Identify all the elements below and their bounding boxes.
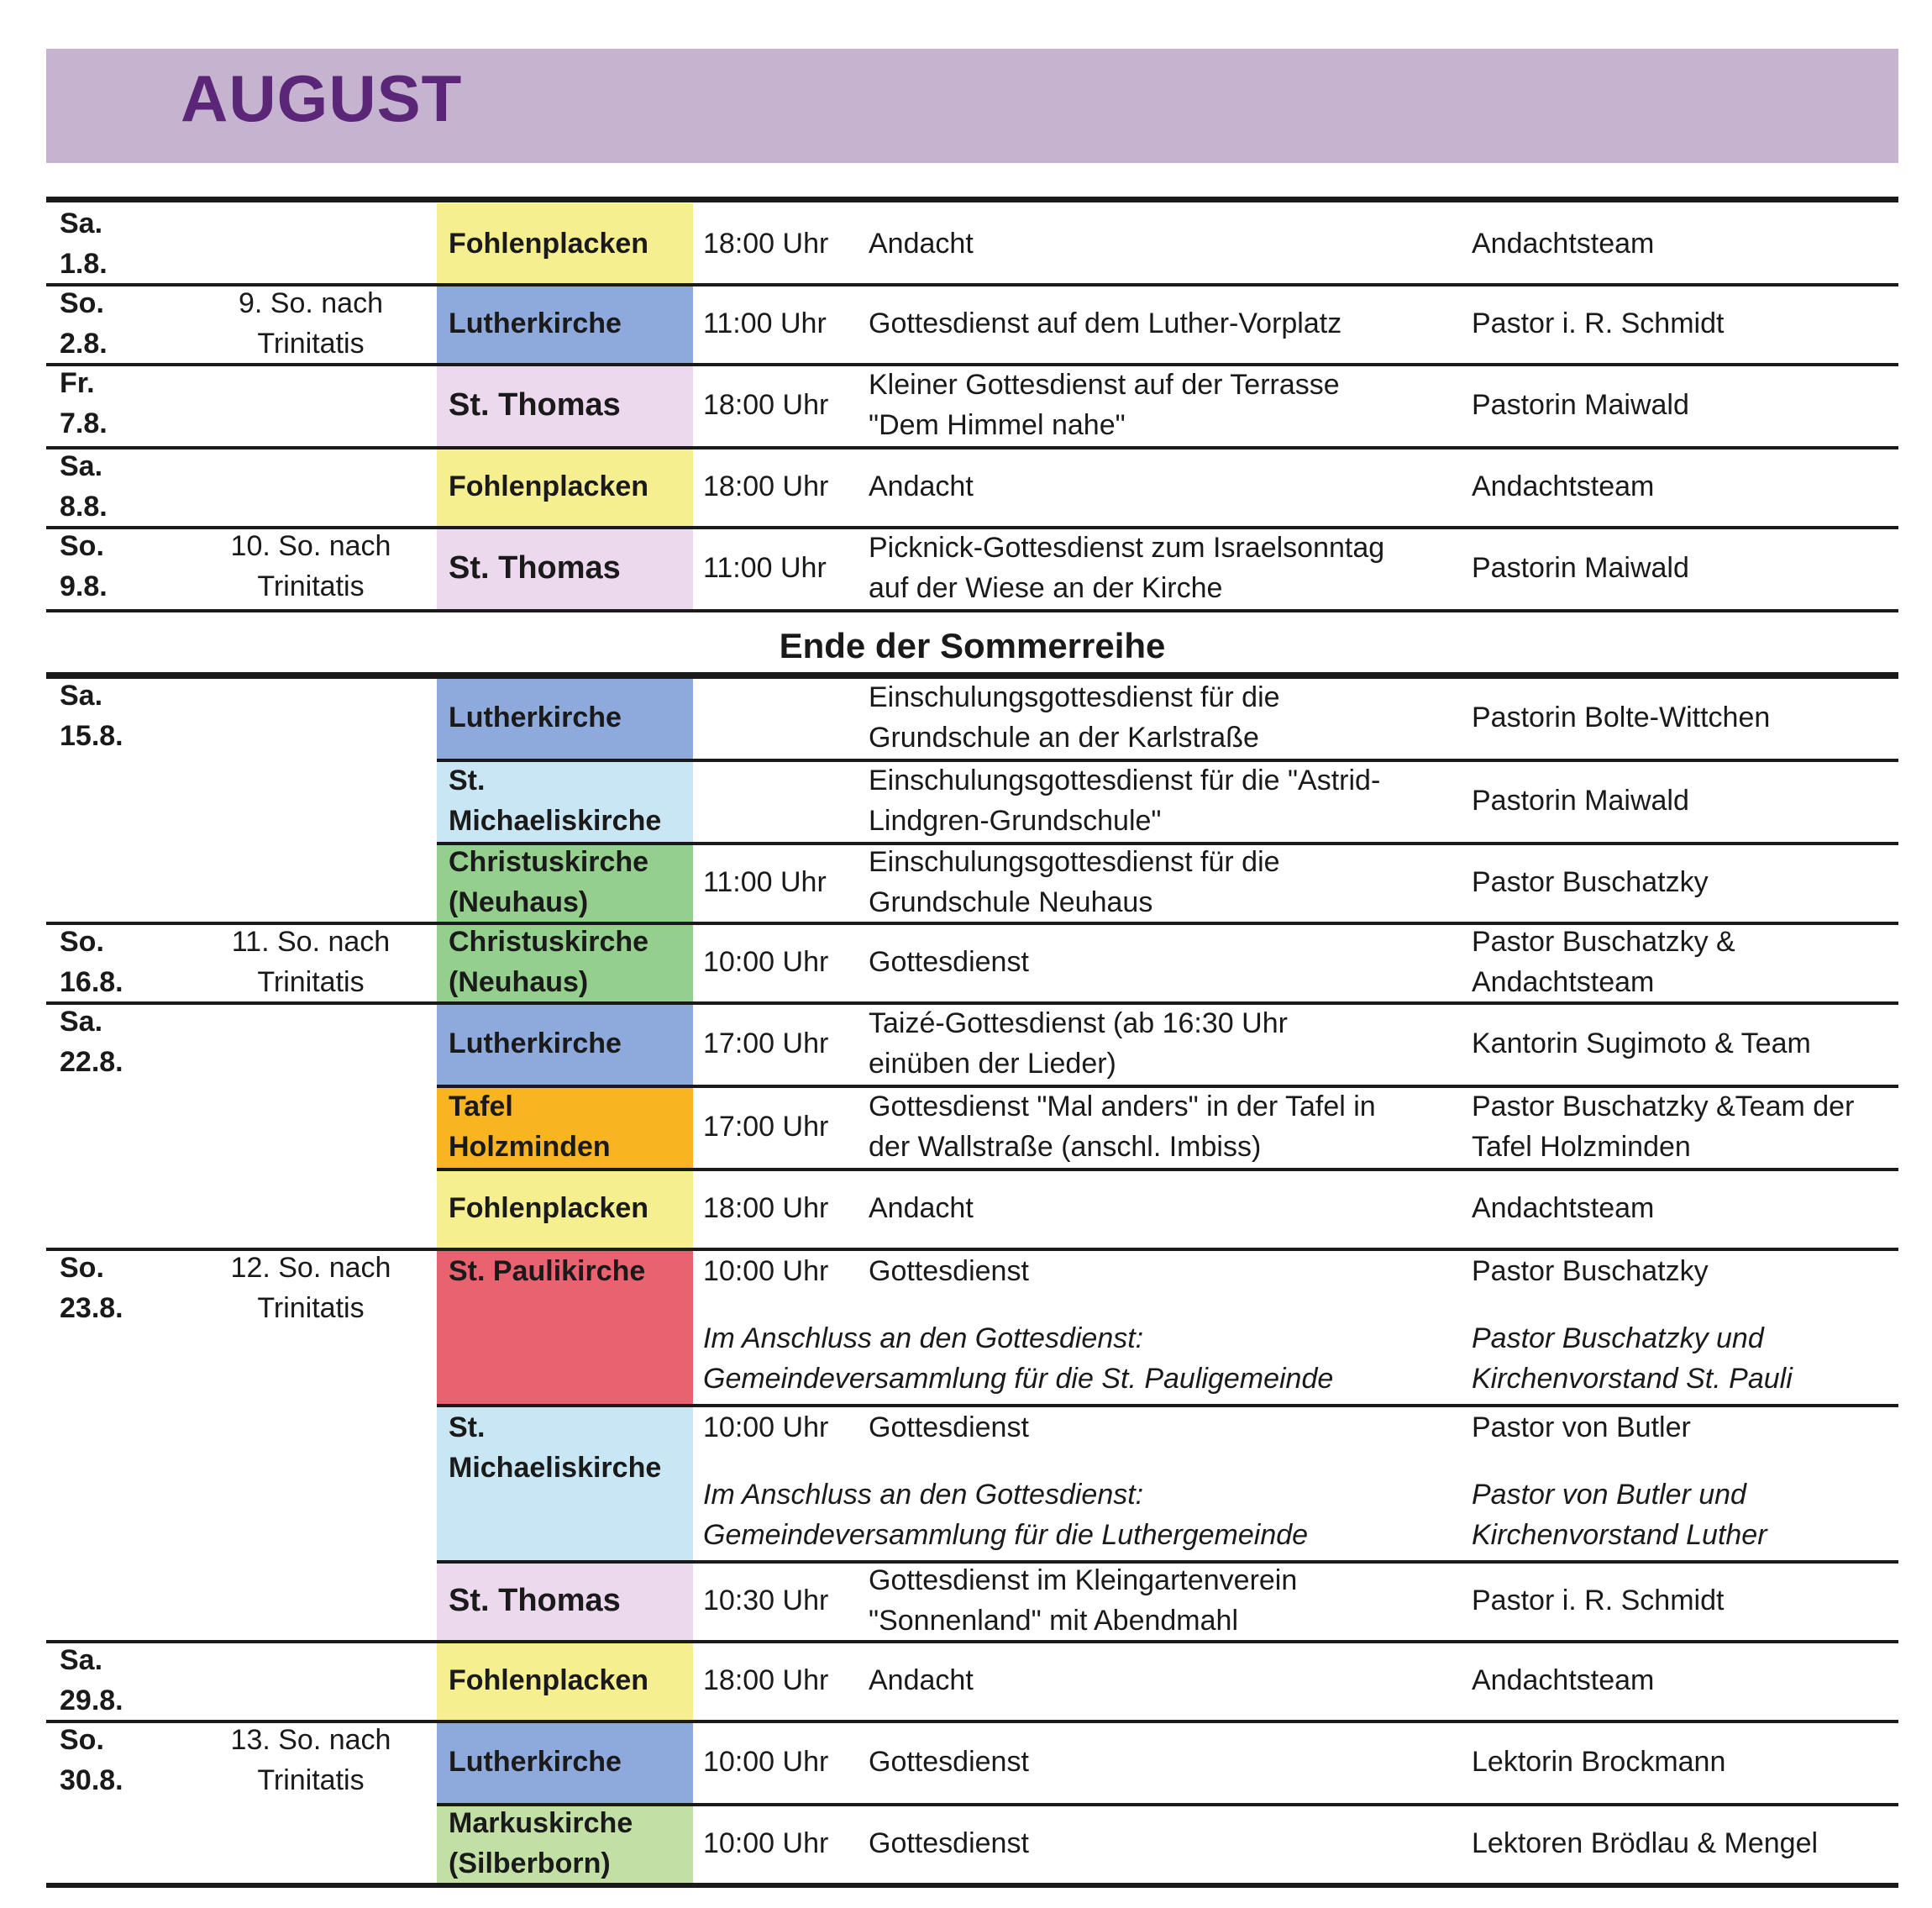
feast-cell [185, 203, 437, 283]
leader-line: Pastor Buschatzky & [1472, 925, 1735, 958]
leader-cell [1462, 759, 1898, 842]
event-cell [858, 1640, 1462, 1720]
church-cell [437, 1640, 693, 1720]
row-rule [46, 283, 1898, 286]
day-abbrev: Sa. [60, 1006, 103, 1038]
date-label: 1.8. [60, 248, 108, 280]
leader-name: Pastor i. R. Schmidt [1472, 1584, 1725, 1616]
church-name: St. Thomas [449, 386, 621, 423]
leader-cell [1462, 1085, 1898, 1168]
church-name: Lutherkirche [449, 307, 622, 339]
church-cell [437, 526, 693, 609]
time-cell: 17:00 Uhr [703, 1110, 829, 1143]
church-cell [437, 1085, 693, 1168]
feast-cell [185, 526, 437, 609]
date-label: 16.8. [60, 966, 123, 998]
followup-note [693, 1404, 1462, 1560]
row-rule [46, 526, 1898, 529]
event-cell [858, 759, 1462, 842]
date-cell [46, 1640, 185, 1720]
row-rule [46, 1640, 1898, 1643]
day-abbrev: Sa. [60, 1644, 103, 1676]
church-name: St. Thomas [449, 549, 621, 586]
church-name: St. Paulikirche [449, 1255, 646, 1287]
time-cell: 18:00 Uhr [703, 1191, 829, 1224]
leader-line: Tafel Holzminden [1472, 1130, 1691, 1163]
event-cell [858, 203, 1462, 283]
feast-cell [185, 363, 437, 446]
date-label: 8.8. [60, 491, 108, 523]
note-line: Gemeindeversammlung für die St. Pauligemeinde [703, 1363, 1334, 1395]
time-cell: 18:00 Uhr [703, 1664, 829, 1696]
row-rule [46, 1720, 1898, 1723]
leader-name: Pastor Buschatzky [1472, 1255, 1709, 1287]
row-rule [437, 1803, 1898, 1806]
event-line: Einschulungsgottesdienst für die [869, 681, 1280, 713]
church-name-line: Michaeliskirche [449, 804, 662, 837]
leader-name: Andachtsteam [1472, 1664, 1655, 1696]
church-name: Fohlenplacken [449, 227, 649, 260]
event-title [869, 1003, 1288, 1084]
church-name [449, 842, 648, 922]
church-name [449, 922, 648, 1001]
leader-name: Pastor i. R. Schmidt [1472, 307, 1725, 339]
time-cell: 11:00 Uhr [703, 865, 827, 898]
feast-cell [185, 675, 437, 922]
leader-name: Andachtsteam [1472, 470, 1655, 502]
note-line: Pastor von Butler und [1472, 1479, 1746, 1511]
church-name [449, 760, 661, 841]
date-cell [46, 1001, 185, 1248]
church-name-line: (Neuhaus) [449, 886, 589, 918]
date-label: 23.8. [60, 1292, 123, 1324]
church-cell [437, 363, 693, 446]
church-cell [437, 203, 693, 283]
leader-cell [1462, 675, 1898, 759]
church-cell [437, 1404, 693, 1560]
event-line: auf der Wiese an der Kirche [869, 571, 1223, 604]
event-title: Andacht [869, 1664, 974, 1696]
leader-cell [1462, 283, 1898, 363]
service-time: 10:00 Uhr [703, 1411, 829, 1443]
event-cell [858, 675, 1462, 759]
date-cell [46, 1720, 185, 1883]
church-name-line: Christuskirche [449, 925, 649, 958]
feast-line: Trinitatis [257, 570, 365, 602]
church-cell [437, 1248, 693, 1404]
church-cell [437, 922, 693, 1001]
date-label: 30.8. [60, 1764, 123, 1796]
row-rule [46, 363, 1898, 366]
day-abbrev: So. [60, 1252, 104, 1284]
leader-name [1472, 1086, 1854, 1167]
leader-name: Kantorin Sugimoto & Team [1472, 1027, 1811, 1059]
date-cell [46, 363, 185, 446]
event-title [869, 365, 1340, 445]
church-cell [437, 1001, 693, 1085]
event-cell [858, 842, 1462, 922]
time-cell: 10:30 Uhr [703, 1584, 829, 1616]
followup-note [693, 1248, 1462, 1404]
feast-cell [185, 922, 437, 1001]
event-cell [858, 1560, 1462, 1640]
followup-leader [1462, 1404, 1898, 1560]
service-schedule [46, 195, 1898, 1892]
event-title: Andacht [869, 1191, 974, 1224]
time-cell: 18:00 Uhr [703, 227, 829, 260]
note-line: Kirchenvorstand St. Pauli [1472, 1363, 1793, 1395]
section-break: Ende der Sommerreihe [46, 609, 1898, 675]
feast-cell [185, 446, 437, 526]
time-cell: 11:00 Uhr [703, 551, 827, 584]
followup-leader [1462, 1248, 1898, 1404]
leader-name: Pastorin Maiwald [1472, 784, 1689, 817]
event-line: "Sonnenland" mit Abendmahl [869, 1604, 1238, 1637]
day-abbrev: So. [60, 926, 104, 958]
event-title: Andacht [869, 227, 974, 260]
event-line: Grundschule an der Karlstraße [869, 721, 1259, 754]
event-title [869, 528, 1384, 608]
church-cell [437, 842, 693, 922]
church-name: Lutherkirche [449, 701, 622, 733]
feast-line: Trinitatis [257, 328, 365, 360]
event-line: einüben der Lieder) [869, 1047, 1116, 1080]
event-line: Grundschule Neuhaus [869, 886, 1153, 918]
day-abbrev: So. [60, 287, 104, 319]
church-name-line: Michaeliskirche [449, 1452, 662, 1484]
time-cell: 17:00 Uhr [703, 1027, 829, 1059]
church-name-line: (Silberborn) [449, 1847, 611, 1879]
event-title: Gottesdienst [869, 945, 1029, 978]
feast-cell [185, 283, 437, 363]
feast-cell [185, 1720, 437, 1883]
date-cell [46, 922, 185, 1001]
note-line: Gemeindeversammlung für die Luthergemeinde [703, 1519, 1309, 1551]
event-line: Einschulungsgottesdienst für die [869, 845, 1280, 878]
church-cell [437, 1803, 693, 1883]
day-abbrev: Fr. [60, 367, 95, 399]
leader-cell [1462, 446, 1898, 526]
date-cell [46, 283, 185, 363]
leader-name: Lektoren Brödlau & Mengel [1472, 1827, 1819, 1859]
row-rule [46, 1001, 1898, 1005]
time-cell: 11:00 Uhr [703, 307, 827, 339]
event-cell [858, 1720, 1462, 1803]
event-cell [858, 446, 1462, 526]
leader-cell [1462, 1640, 1898, 1720]
bottom-rule [46, 1883, 1898, 1888]
church-name: Lutherkirche [449, 1745, 622, 1778]
event-line: Kleiner Gottesdienst auf der Terrasse [869, 368, 1340, 401]
leader-name: Pastor von Butler [1472, 1411, 1691, 1443]
leader-name: Pastorin Bolte-Wittchen [1472, 701, 1771, 733]
time-cell [693, 675, 858, 759]
church-name: Lutherkirche [449, 1027, 622, 1059]
date-label: 9.8. [60, 570, 108, 602]
leader-name: Lektorin Brockmann [1472, 1745, 1726, 1778]
event-cell [858, 1001, 1462, 1085]
leader-cell [1462, 1168, 1898, 1248]
event-title [869, 677, 1280, 758]
note-line: Im Anschluss an den Gottesdienst: [703, 1322, 1144, 1354]
church-name: Fohlenplacken [449, 1191, 649, 1224]
note-line: Pastor Buschatzky und [1472, 1322, 1764, 1354]
row-rule [437, 1560, 1898, 1564]
note-line: Im Anschluss an den Gottesdienst: [703, 1479, 1144, 1511]
leader-cell [1462, 526, 1898, 609]
event-cell [858, 922, 1462, 1001]
time-cell: 10:00 Uhr [703, 945, 829, 978]
month-banner [46, 49, 1898, 163]
church-cell [437, 446, 693, 526]
event-title: Gottesdienst [869, 1827, 1029, 1859]
row-rule [437, 1168, 1898, 1171]
event-title [869, 1086, 1376, 1167]
event-cell [858, 526, 1462, 609]
church-name-line: St. [449, 1411, 486, 1443]
row-rule [46, 446, 1898, 449]
leader-cell [1462, 842, 1898, 922]
event-line: "Dem Himmel nahe" [869, 408, 1126, 441]
day-abbrev: Sa. [60, 680, 103, 712]
church-cell [437, 283, 693, 363]
date-label: 15.8. [60, 720, 123, 752]
church-cell [437, 1560, 693, 1640]
church-cell [437, 759, 693, 842]
day-abbrev: Sa. [60, 450, 103, 482]
date-cell [46, 675, 185, 922]
time-cell: 10:00 Uhr [703, 1745, 829, 1778]
event-title [869, 760, 1380, 841]
time-cell: 10:00 Uhr [703, 1827, 829, 1859]
date-label: 2.8. [60, 328, 108, 360]
event-line: Lindgren-Grundschule" [869, 804, 1162, 837]
note-line: Kirchenvorstand Luther [1472, 1519, 1767, 1551]
feast-line: 11. So. nach [231, 926, 391, 958]
time-cell: 18:00 Uhr [703, 388, 829, 421]
leader-name: Pastorin Maiwald [1472, 551, 1689, 584]
feast-line: Trinitatis [257, 966, 365, 998]
event-title: Andacht [869, 470, 974, 502]
row-rule [437, 1404, 1898, 1407]
event-title [869, 1560, 1297, 1640]
church-name-line: Christuskirche [449, 845, 649, 878]
leader-name: Andachtsteam [1472, 1191, 1655, 1224]
date-label: 22.8. [60, 1046, 123, 1078]
feast-line: 10. So. nach [230, 530, 391, 562]
event-line: Gottesdienst im Kleingartenverein [869, 1564, 1298, 1596]
feast-cell [185, 1001, 437, 1248]
time-cell [693, 759, 858, 842]
event-line: Taizé-Gottesdienst (ab 16:30 Uhr [869, 1007, 1288, 1039]
church-name [449, 1086, 611, 1167]
row-rule [437, 842, 1898, 845]
leader-cell [1462, 1001, 1898, 1085]
church-cell [437, 1720, 693, 1803]
feast-cell [185, 1640, 437, 1720]
event-cell [858, 363, 1462, 446]
event-line: Einschulungsgottesdienst für die "Astrid- [869, 764, 1381, 796]
event-line: der Wallstraße (anschl. Imbiss) [869, 1130, 1262, 1163]
date-label: 29.8. [60, 1685, 123, 1716]
feast-cell [185, 1248, 437, 1640]
leader-line: Pastor Buschatzky &Team der [1472, 1090, 1855, 1122]
leader-name [1472, 922, 1735, 1001]
feast-line: Trinitatis [257, 1292, 365, 1324]
day-abbrev: So. [60, 530, 104, 562]
leader-cell [1462, 363, 1898, 446]
month-title: AUGUST [181, 61, 463, 135]
date-cell [46, 203, 185, 283]
event-cell [858, 283, 1462, 363]
leader-cell [1462, 1560, 1898, 1640]
church-name-line: St. [449, 764, 486, 796]
church-name-line: Markuskirche [449, 1806, 633, 1839]
leader-line: Andachtsteam [1472, 965, 1655, 998]
feast-line: 12. So. nach [230, 1252, 391, 1284]
church-name-line: Holzminden [449, 1130, 611, 1163]
event-title: Gottesdienst [869, 1745, 1029, 1778]
church-name: St. Thomas [449, 1582, 621, 1618]
feast-line: 13. So. nach [230, 1724, 391, 1756]
feast-line: Trinitatis [257, 1764, 365, 1796]
church-name: Fohlenplacken [449, 1664, 649, 1696]
leader-name: Pastor Buschatzky [1472, 865, 1709, 898]
church-name [449, 1803, 633, 1883]
service-time: 10:00 Uhr [703, 1255, 829, 1287]
time-cell: 18:00 Uhr [703, 470, 829, 502]
church-cell [437, 675, 693, 759]
event-title: Gottesdienst [869, 1411, 1029, 1443]
row-rule [46, 675, 1898, 679]
church-name: Fohlenplacken [449, 470, 649, 502]
church-name [449, 1407, 661, 1488]
date-label: 7.8. [60, 407, 108, 439]
row-rule [46, 1248, 1898, 1251]
feast-line: 9. So. nach [238, 287, 383, 319]
event-line: Gottesdienst "Mal anders" in der Tafel in [869, 1090, 1376, 1122]
event-cell [858, 1803, 1462, 1883]
leader-cell [1462, 1720, 1898, 1803]
row-rule [46, 922, 1898, 925]
top-rule [46, 197, 1898, 202]
leader-cell [1462, 1803, 1898, 1883]
row-rule [437, 1085, 1898, 1088]
church-cell [437, 1168, 693, 1248]
church-name-line: (Neuhaus) [449, 965, 589, 998]
date-cell [46, 446, 185, 526]
event-title: Gottesdienst [869, 1255, 1029, 1287]
leader-name: Pastorin Maiwald [1472, 388, 1689, 421]
date-cell [46, 526, 185, 609]
event-line: Picknick-Gottesdienst zum Israelsonntag [869, 531, 1385, 564]
event-cell [858, 1085, 1462, 1168]
date-cell [46, 1248, 185, 1640]
event-cell [858, 1168, 1462, 1248]
day-abbrev: Sa. [60, 208, 103, 239]
event-title [869, 842, 1280, 922]
leader-cell [1462, 922, 1898, 1001]
leader-name: Andachtsteam [1472, 227, 1655, 260]
event-title: Gottesdienst auf dem Luther-Vorplatz [869, 307, 1342, 339]
row-rule [437, 759, 1898, 762]
church-name-line: Tafel [449, 1090, 513, 1122]
leader-cell [1462, 203, 1898, 283]
day-abbrev: So. [60, 1724, 104, 1756]
